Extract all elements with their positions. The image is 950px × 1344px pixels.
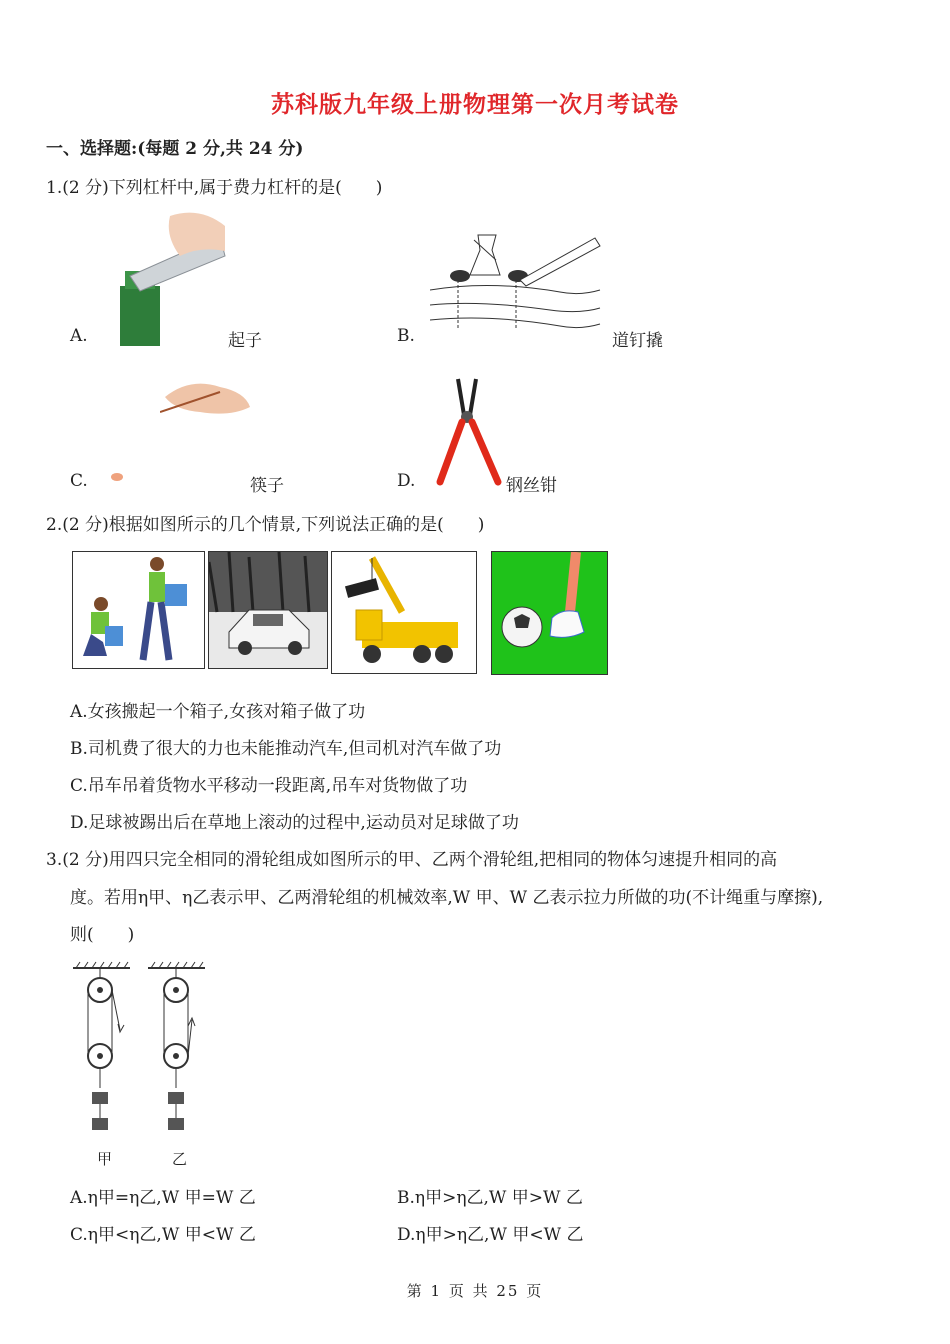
q2-option-b: B.司机费了很大的力也未能推动汽车,但司机对汽车做了功 (70, 739, 502, 759)
question-3-stem-line3: 则( ) (70, 925, 135, 945)
q2-option-d: D.足球被踢出后在草地上滚动的过程中,运动员对足球做了功 (70, 813, 519, 833)
q3-option-b: B.η甲>η乙,W 甲>W 乙 (397, 1188, 583, 1208)
q1-option-b-caption: 道钉撬 (612, 331, 663, 351)
question-3-stem-line2: 度。若用η甲、η乙表示甲、乙两滑轮组的机械效率,W 甲、W 乙表示拉力所做的功(不计绳重与摩擦), (70, 888, 824, 908)
pulley-label-yi: 乙 (172, 1150, 188, 1168)
soccer-kick-image (491, 551, 608, 675)
q2-option-c: C.吊车吊着货物水平移动一段距离,吊车对货物做了功 (70, 776, 468, 796)
q1-option-a-caption: 起子 (228, 331, 262, 351)
q1-option-b-letter: B. (397, 326, 415, 346)
chopstick-tip-image (108, 470, 126, 484)
crane-truck-image (331, 551, 477, 674)
q1-option-c-caption: 筷子 (250, 476, 284, 496)
question-2-stem: 2.(2 分)根据如图所示的几个情景,下列说法正确的是( ) (46, 515, 485, 535)
girl-lifting-box-image (72, 551, 205, 669)
question-1-stem: 1.(2 分)下列杠杆中,属于费力杠杆的是( ) (46, 178, 383, 198)
chopsticks-image (160, 372, 255, 422)
bottle-opener-image (110, 206, 230, 346)
q1-option-d-letter: D. (397, 471, 416, 491)
pulley-label-jia: 甲 (97, 1150, 113, 1168)
q3-option-c: C.η甲<η乙,W 甲<W 乙 (70, 1225, 256, 1245)
spike-lever-image (430, 230, 605, 340)
q1-option-a-letter: A. (70, 326, 88, 346)
question-3-stem-line1: 3.(2 分)用四只完全相同的滑轮组成如图所示的甲、乙两个滑轮组,把相同的物体匀速提升相同的高 (46, 850, 778, 870)
q3-option-d: D.η甲>η乙,W 甲<W 乙 (397, 1225, 584, 1245)
section-heading: 一、选择题:(每题 2 分,共 24 分) (46, 139, 304, 159)
car-in-snow-image (208, 551, 328, 669)
q2-option-a: A.女孩搬起一个箱子,女孩对箱子做了功 (70, 702, 366, 722)
pliers-image (430, 377, 505, 487)
q1-option-d-caption: 钢丝钳 (506, 476, 557, 496)
pulley-systems-diagram (68, 960, 213, 1145)
page-title: 苏科版九年级上册物理第一次月考试卷 (271, 91, 679, 118)
q1-option-c-letter: C. (70, 471, 88, 491)
q3-option-a: A.η甲=η乙,W 甲=W 乙 (70, 1188, 256, 1208)
page-footer: 第 1 页 共 25 页 (406, 1282, 544, 1300)
